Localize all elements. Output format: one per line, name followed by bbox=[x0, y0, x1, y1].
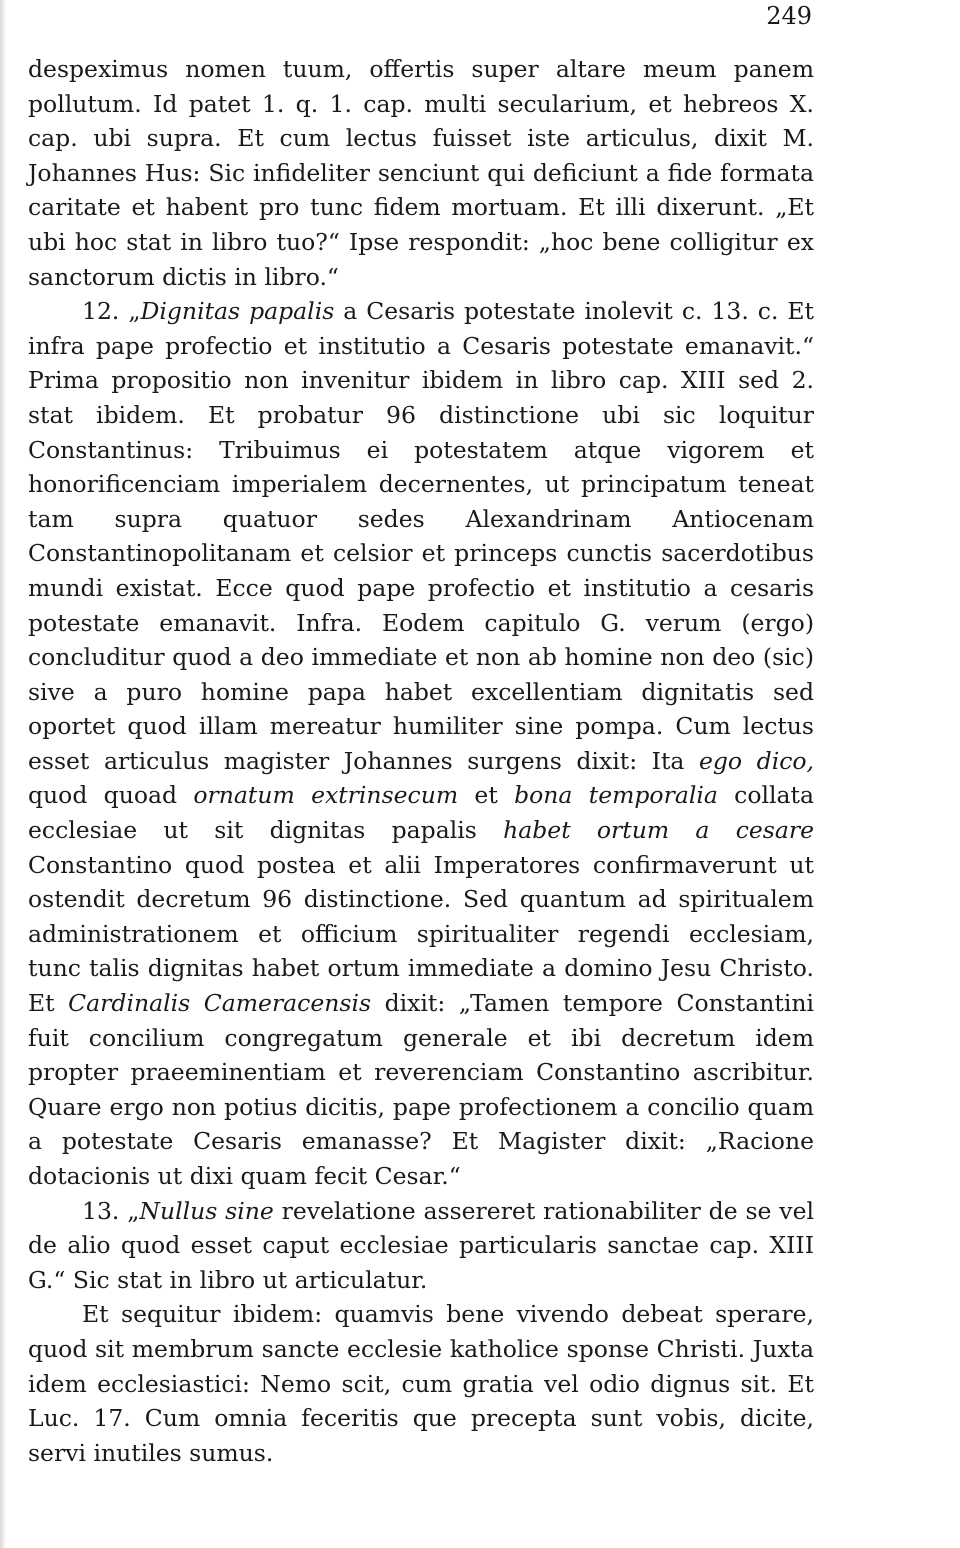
italic-text: habet ortum a cesare bbox=[503, 816, 814, 845]
italic-text: Nullus sine bbox=[139, 1196, 274, 1225]
scan-edge-shadow bbox=[0, 0, 6, 1548]
text-run: collata ecclesiae ut sit dignitas papalis bbox=[28, 781, 814, 845]
italic-text: ornatum extrinsecum bbox=[193, 781, 459, 810]
text-run: a Cesaris potestate inolevit c. 13. c. Et infra pape profectio et institutio a Cesaris potestate emanavit.“ Prima propositio non invenitur ibidem in libro cap. XIII sed 2. stat ibidem. Et probatur 96 distinctione ubi sic loquitur Constantinus: Tribuimus ei potestatem atque vigorem et honorificenciam imperialem decernentes, ut principatum teneat tam supra quatuor sedes Alexandrinam Antiocenam Constantinopolitanam et celsior et princeps cunctis sacerdotibus mundi existat. Ecce quod pape profectio et institutio a cesaris potestate emanavit. Infra. Eodem capitulo G. verum (ergo) concluditur quod a deo immediate et non ab homine non deo (sic) sive a puro homine papa habet excellentiam dignitatis sed oportet quod illam mereatur humiliter sine pompa. Cum lectus esset articulus magister Johannes surgens dixit: Ita bbox=[28, 297, 814, 775]
italic-text: Cardinalis Cameracensis bbox=[68, 989, 372, 1018]
text-run: 12. „ bbox=[82, 297, 141, 326]
text-run: Constantino quod postea et alii Imperatores confirmaverunt ut ostendit decretum 96 distinctione. Sed quantum ad spiritualem administrationem et officium spiritualiter regendi ecclesiam, tunc talis dignitas habet ortum immediate a domino Jesu Christo. Et bbox=[28, 850, 814, 1018]
paragraph bbox=[28, 294, 814, 1193]
italic-text: ego dico, bbox=[698, 746, 814, 775]
text-run: et bbox=[458, 781, 515, 810]
paragraph bbox=[28, 1194, 814, 1298]
text-run: 13. „ bbox=[82, 1196, 140, 1225]
text-run: revelatione assereret rationabiliter de se vel de alio quod esset caput ecclesiae particularis sanctae cap. XIII G.“ Sic stat in libro ut articulatur. bbox=[28, 1196, 814, 1294]
paragraph bbox=[28, 52, 814, 294]
text-run: dixit: „Tamen tempore Constantini fuit concilium congregatum generale et ibi decretum idem propter praeeminentiam et reverenciam Constantino ascribitur. Quare ergo non potius dicitis, pape profectionem a concilio quam a potestate Cesaris emanasse? Et Magister dixit: „Racione dotacionis ut dixi quam fecit Cesar.“ bbox=[28, 989, 814, 1190]
page-number: 249 bbox=[766, 2, 812, 30]
italic-text: Dignitas papalis bbox=[140, 297, 335, 326]
body-text bbox=[28, 52, 814, 1470]
paragraph bbox=[28, 1297, 814, 1470]
text-run: despeximus nomen tuum, offertis super altare meum panem pollutum. Id patet 1. q. 1. cap. multi secularium, et hebreos X. cap. ubi supra. Et cum lectus fuisset iste articulus, dixit M. Johannes Hus: Sic infideliter senciunt qui deficiunt a fide formata caritate et habent pro tunc fidem mortuam. Et illi dixerunt. „Et ubi hoc stat in libro tuo?“ Ipse respondit: „hoc bene colligitur ex sanctorum dictis in libro.“ bbox=[28, 55, 814, 291]
italic-text: bona temporalia bbox=[514, 781, 718, 810]
text-run: quod quoad bbox=[28, 781, 194, 810]
text-run: Et sequitur ibidem: quamvis bene vivendo debeat sperare, quod sit membrum sancte ecclesie katholice sponse Christi. Juxta idem ecclesiastici: Nemo scit, cum gratia vel odio dignus sit. Et Luc. 17. Cum omnia feceritis que precepta sunt vobis, dicite, servi inutiles sumus. bbox=[28, 1300, 814, 1467]
